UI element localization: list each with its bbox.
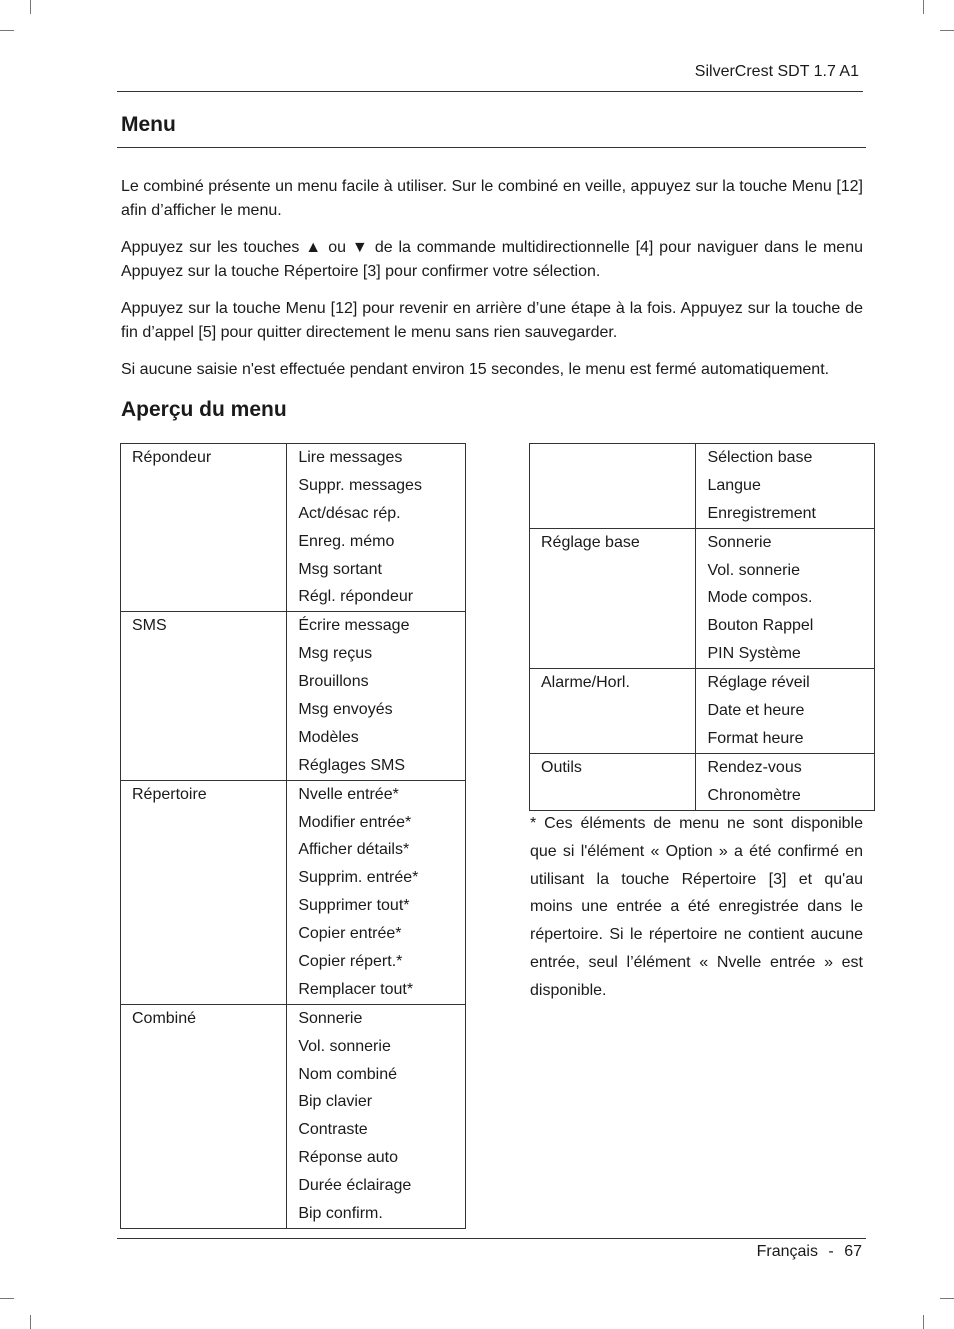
menu-items xyxy=(287,1004,466,1228)
menu-item: Écrire message xyxy=(298,617,410,635)
menu-item: Régl. répondeur xyxy=(298,588,414,606)
menu-item: Bip clavier xyxy=(298,1093,373,1111)
menu-item: Sonnerie xyxy=(707,533,772,551)
menu-category: Répertoire xyxy=(121,780,287,1004)
menu-item: Msg envoyés xyxy=(298,701,393,719)
section-title-rule xyxy=(117,147,866,148)
menu-item: Supprim. entrée* xyxy=(298,869,419,887)
footer-rule xyxy=(117,1238,866,1239)
footnote: * Ces éléments de menu ne sont disponible que si l'élément « Option » a été confirmé en utilisant la touche Répertoire [3] et qu'au moins une entrée a été enregistrée dans le répertoire. Si le répertoire ne contient aucune entrée, seul l’élément « Nvelle entrée » est disponible. xyxy=(530,815,863,999)
menu-category: Répondeur xyxy=(121,444,287,612)
header-rule xyxy=(117,91,863,92)
crop-mark xyxy=(923,0,924,14)
menu-item: Lire messages xyxy=(298,449,403,466)
menu-item: Copier répert.* xyxy=(298,953,403,971)
menu-item: Format heure xyxy=(707,729,804,747)
menu-item: Msg reçus xyxy=(298,645,373,663)
menu-row xyxy=(121,1004,466,1228)
menu-row xyxy=(530,669,875,754)
section-title: Menu xyxy=(121,113,176,136)
menu-category: Combiné xyxy=(121,1004,287,1228)
menu-item: Bouton Rappel xyxy=(707,617,814,635)
crop-mark xyxy=(0,30,14,31)
menu-items xyxy=(287,780,466,1004)
menu-item: Enreg. mémo xyxy=(298,532,395,550)
menu-items xyxy=(696,528,875,668)
paragraph: Si aucune saisie n'est effectuée pendant environ 15 secondes, le menu est fermé automatiquement. xyxy=(121,361,830,378)
menu-items xyxy=(287,444,466,612)
subsection-title: Aperçu du menu xyxy=(121,398,287,421)
menu-table-left xyxy=(120,443,466,1229)
menu-category xyxy=(530,444,696,529)
menu-item: Réglages SMS xyxy=(298,756,406,774)
menu-item: Contraste xyxy=(298,1121,368,1139)
menu-row xyxy=(530,528,875,668)
menu-item: Copier entrée* xyxy=(298,925,402,943)
paragraph: Appuyez sur la touche Menu [12] pour revenir en arrière d’une étape à la fois. Appuyez sur la touche de fin d’appel [5] pour quitter directement le menu sans rien sauvegarder. xyxy=(121,300,863,341)
menu-item: Remplacer tout* xyxy=(298,980,414,998)
menu-item: Chronomètre xyxy=(707,786,801,804)
menu-items xyxy=(287,612,466,780)
menu-item: Vol. sonnerie xyxy=(298,1037,391,1055)
menu-item: Réglage réveil xyxy=(707,674,810,692)
menu-item: Suppr. messages xyxy=(298,476,422,494)
paragraph: Appuyez sur les touches ▲ ou ▼ de la commande multidirectionnelle [4] pour naviguer dans le menu Appuyez sur la touche Répertoire [3] pour confirmer votre sélection. xyxy=(121,239,863,280)
menu-row xyxy=(121,612,466,780)
menu-item: PIN Système xyxy=(707,645,801,663)
menu-item: Afficher détails* xyxy=(298,841,410,859)
menu-table-right xyxy=(529,443,875,811)
crop-mark xyxy=(0,1298,14,1299)
menu-row xyxy=(121,444,466,612)
menu-item: Nom combiné xyxy=(298,1065,398,1083)
menu-item: Msg sortant xyxy=(298,560,382,578)
menu-item: Act/désac rép. xyxy=(298,504,401,522)
paragraph: Le combiné présente un menu facile à utiliser. Sur le combiné en veille, appuyez sur la touche Menu [12] afin d’afficher le menu. xyxy=(121,178,863,219)
menu-item: Modèles xyxy=(298,728,359,746)
header-product-name: SilverCrest SDT 1.7 A1 xyxy=(694,63,859,80)
menu-item: Bip confirm. xyxy=(298,1205,383,1223)
footer-separator: - xyxy=(828,1243,834,1260)
menu-row xyxy=(530,753,875,810)
menu-item: Supprimer tout* xyxy=(298,897,410,915)
menu-item: Sonnerie xyxy=(298,1009,363,1027)
crop-mark xyxy=(940,1298,954,1299)
footer xyxy=(757,1243,862,1261)
menu-item: Réponse auto xyxy=(298,1149,398,1167)
menu-item: Durée éclairage xyxy=(298,1177,412,1195)
menu-item: Brouillons xyxy=(298,673,369,691)
page-number: 67 xyxy=(844,1243,862,1260)
menu-item: Nvelle entrée* xyxy=(298,785,399,803)
menu-items xyxy=(696,444,875,529)
menu-items xyxy=(696,753,875,810)
menu-item: Mode compos. xyxy=(707,589,813,607)
crop-mark xyxy=(30,0,31,14)
menu-category: Réglage base xyxy=(530,528,696,668)
menu-item: Rendez-vous xyxy=(707,758,802,776)
menu-item: Enregistrement xyxy=(707,504,816,522)
crop-mark xyxy=(923,1315,924,1329)
menu-category: Outils xyxy=(530,753,696,810)
menu-item: Langue xyxy=(707,476,761,494)
footer-language: Français xyxy=(756,1243,818,1260)
menu-row xyxy=(121,780,466,1004)
menu-item: Modifier entrée* xyxy=(298,813,412,831)
menu-row xyxy=(530,444,875,529)
menu-category: SMS xyxy=(121,612,287,780)
menu-category: Alarme/Horl. xyxy=(530,669,696,754)
menu-item: Sélection base xyxy=(707,449,813,466)
menu-item: Vol. sonnerie xyxy=(707,561,800,579)
menu-item: Date et heure xyxy=(707,702,805,720)
crop-mark xyxy=(940,30,954,31)
menu-items xyxy=(696,669,875,754)
crop-mark xyxy=(30,1315,31,1329)
